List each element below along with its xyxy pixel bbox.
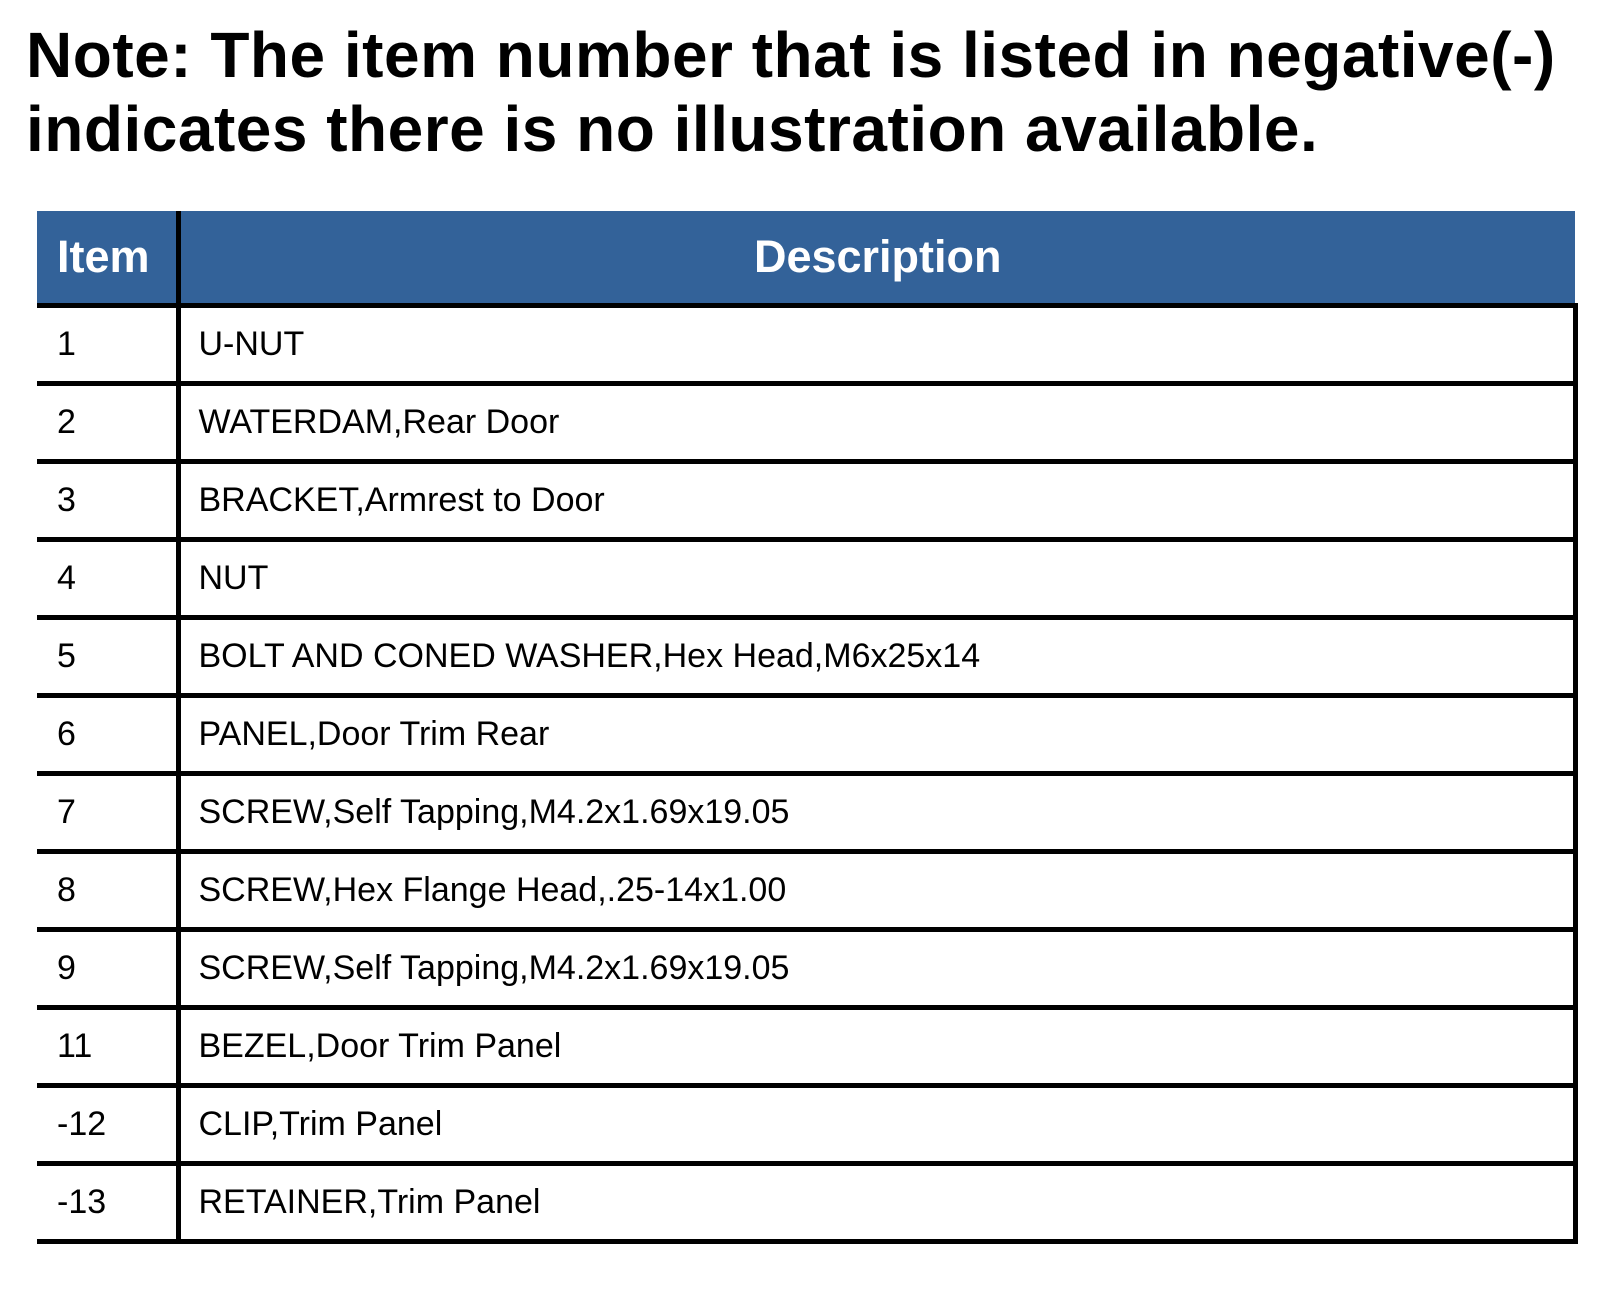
note-line-1: Note: The item number that is listed in negative(-)	[26, 19, 1556, 91]
description-cell: BOLT AND CONED WASHER,Hex Head,M6x25x14	[178, 618, 1575, 696]
note-heading	[26, 18, 1586, 166]
item-number-cell: -12	[37, 1086, 178, 1164]
description-cell: SCREW,Hex Flange Head,.25-14x1.00	[178, 852, 1575, 930]
item-number-cell: 8	[37, 852, 178, 930]
item-number-cell: 4	[37, 540, 178, 618]
item-number-cell: 5	[37, 618, 178, 696]
description-cell: RETAINER,Trim Panel	[178, 1164, 1575, 1242]
description-cell: PANEL,Door Trim Rear	[178, 696, 1575, 774]
item-number-cell: 2	[37, 384, 178, 462]
table-row	[37, 462, 1575, 540]
item-number-cell: 11	[37, 1008, 178, 1086]
table-row	[37, 1086, 1575, 1164]
description-cell: NUT	[178, 540, 1575, 618]
table-row	[37, 1164, 1575, 1242]
item-number-cell: 1	[37, 306, 178, 384]
table-row	[37, 618, 1575, 696]
description-cell: BEZEL,Door Trim Panel	[178, 1008, 1575, 1086]
item-number-cell: 3	[37, 462, 178, 540]
table-row	[37, 774, 1575, 852]
table-header-row	[37, 211, 1575, 306]
parts-table	[37, 211, 1578, 1244]
item-number-cell: 6	[37, 696, 178, 774]
column-header-item: Item	[37, 211, 178, 306]
description-cell: BRACKET,Armrest to Door	[178, 462, 1575, 540]
description-cell: U-NUT	[178, 306, 1575, 384]
table-row	[37, 1008, 1575, 1086]
description-cell: SCREW,Self Tapping,M4.2x1.69x19.05	[178, 774, 1575, 852]
description-cell: CLIP,Trim Panel	[178, 1086, 1575, 1164]
item-number-cell: 7	[37, 774, 178, 852]
table-row	[37, 930, 1575, 1008]
description-cell: SCREW,Self Tapping,M4.2x1.69x19.05	[178, 930, 1575, 1008]
table-row	[37, 540, 1575, 618]
table-row	[37, 696, 1575, 774]
note-line-2: indicates there is no illustration available.	[26, 93, 1319, 165]
table-row	[37, 384, 1575, 462]
table-row	[37, 306, 1575, 384]
item-number-cell: -13	[37, 1164, 178, 1242]
column-header-description: Description	[178, 211, 1575, 306]
item-number-cell: 9	[37, 930, 178, 1008]
description-cell: WATERDAM,Rear Door	[178, 384, 1575, 462]
table-row	[37, 852, 1575, 930]
